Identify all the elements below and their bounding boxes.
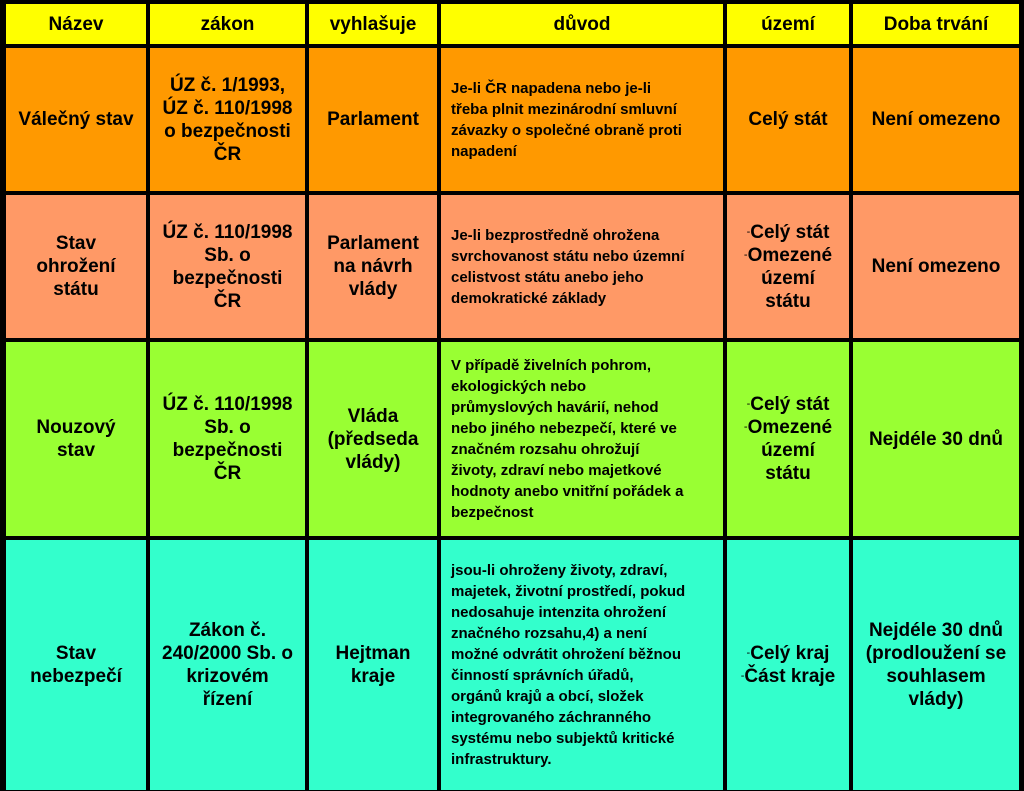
row-1-duration: Není omezeno [853,48,1019,191]
header-law: zákon [150,4,305,44]
row-1-name: Válečný stav [6,48,146,191]
territory-item [744,416,832,485]
bullet-dash: - [743,248,748,261]
header-declared-by: vyhlašuje [309,4,437,44]
header-territory: území [727,4,849,44]
territory-item-label: Celý stát [750,394,830,415]
row-1-reason: Je-li ČR napadena nebo je-li třeba plnit mezinárodní smluvní závazky o společné obraně proti napadení [441,48,723,191]
row-2-reason: Je-li bezprostředně ohrožena svrchovanost státu nebo územní celistvost státu anebo jeho demokratické základy [441,195,723,338]
territory-item [747,221,830,244]
row-1-declared-by: Parlament [309,48,437,191]
territory-item-label: Celý stát [748,109,828,130]
row-2-duration: Není omezeno [853,195,1019,338]
header-duration: Doba trvání [853,4,1019,44]
row-2-declared-by: Parlament na návrh vlády [309,195,437,338]
row-4-declared-by: Hejtman kraje [309,540,437,790]
row-2-law: ÚZ č. 110/1998 Sb. o bezpečnosti ČR [150,195,305,338]
territory-item-label: Celý stát [750,221,830,243]
bullet-dash: - [743,421,748,433]
territory-item-label: Část kraje [744,666,836,687]
bullet-dash: - [746,647,751,659]
territory-item-label: Omezené území státu [747,244,833,312]
territory-item [741,665,836,688]
row-1-territory [727,48,849,191]
row-3-name: Nouzový stav [6,342,146,536]
territory-item-label: Omezené území státu [747,417,833,484]
row-3-reason: V případě živelních pohrom, ekologických nebo průmyslových havárií, nehod nebo jiného nebezpečí, které ve značném rozsahu ohrožují životy, zdraví nebo majetkové hodnoty anebo vnitřní pořádek a bezpečnost [441,342,723,536]
header-name: Název [6,4,146,44]
territory-item-label: Celý kraj [750,643,830,664]
row-1-law: ÚZ č. 1/1993, ÚZ č. 110/1998 o bezpečnosti ČR [150,48,305,191]
row-4-law: Zákon č. 240/2000 Sb. o krizovém řízení [150,540,305,790]
row-4-name: Stav nebezpečí [6,540,146,790]
row-2-territory [727,195,849,338]
territory-item [748,108,827,131]
row-4-duration: Nejdéle 30 dnů (prodloužení se souhlasem vlády) [853,540,1019,790]
row-3-declared-by: Vláda (předseda vlády) [309,342,437,536]
row-2-name: Stav ohrožení státu [6,195,146,338]
territory-item [747,393,830,416]
territory-item [747,642,830,665]
header-reason: důvod [441,4,723,44]
row-3-territory [727,342,849,536]
row-4-territory [727,540,849,790]
row-4-reason: jsou-li ohroženy životy, zdraví, majetek, životní prostředí, pokud nedosahuje intenzita ohrožení značného rozsahu,4) a není možné odvrátit ohrožení běžnou činností správních úřadů, orgánů krajů a obcí, složek integrovaného záchranného systému nebo subjektů kritické infrastruktury. [441,540,723,790]
row-3-duration: Nejdéle 30 dnů [853,342,1019,536]
bullet-dash: - [746,398,751,410]
bullet-dash: - [746,225,751,238]
row-3-law: ÚZ č. 110/1998 Sb. o bezpečnosti ČR [150,342,305,536]
bullet-dash: - [740,670,745,682]
territory-item [744,244,832,313]
